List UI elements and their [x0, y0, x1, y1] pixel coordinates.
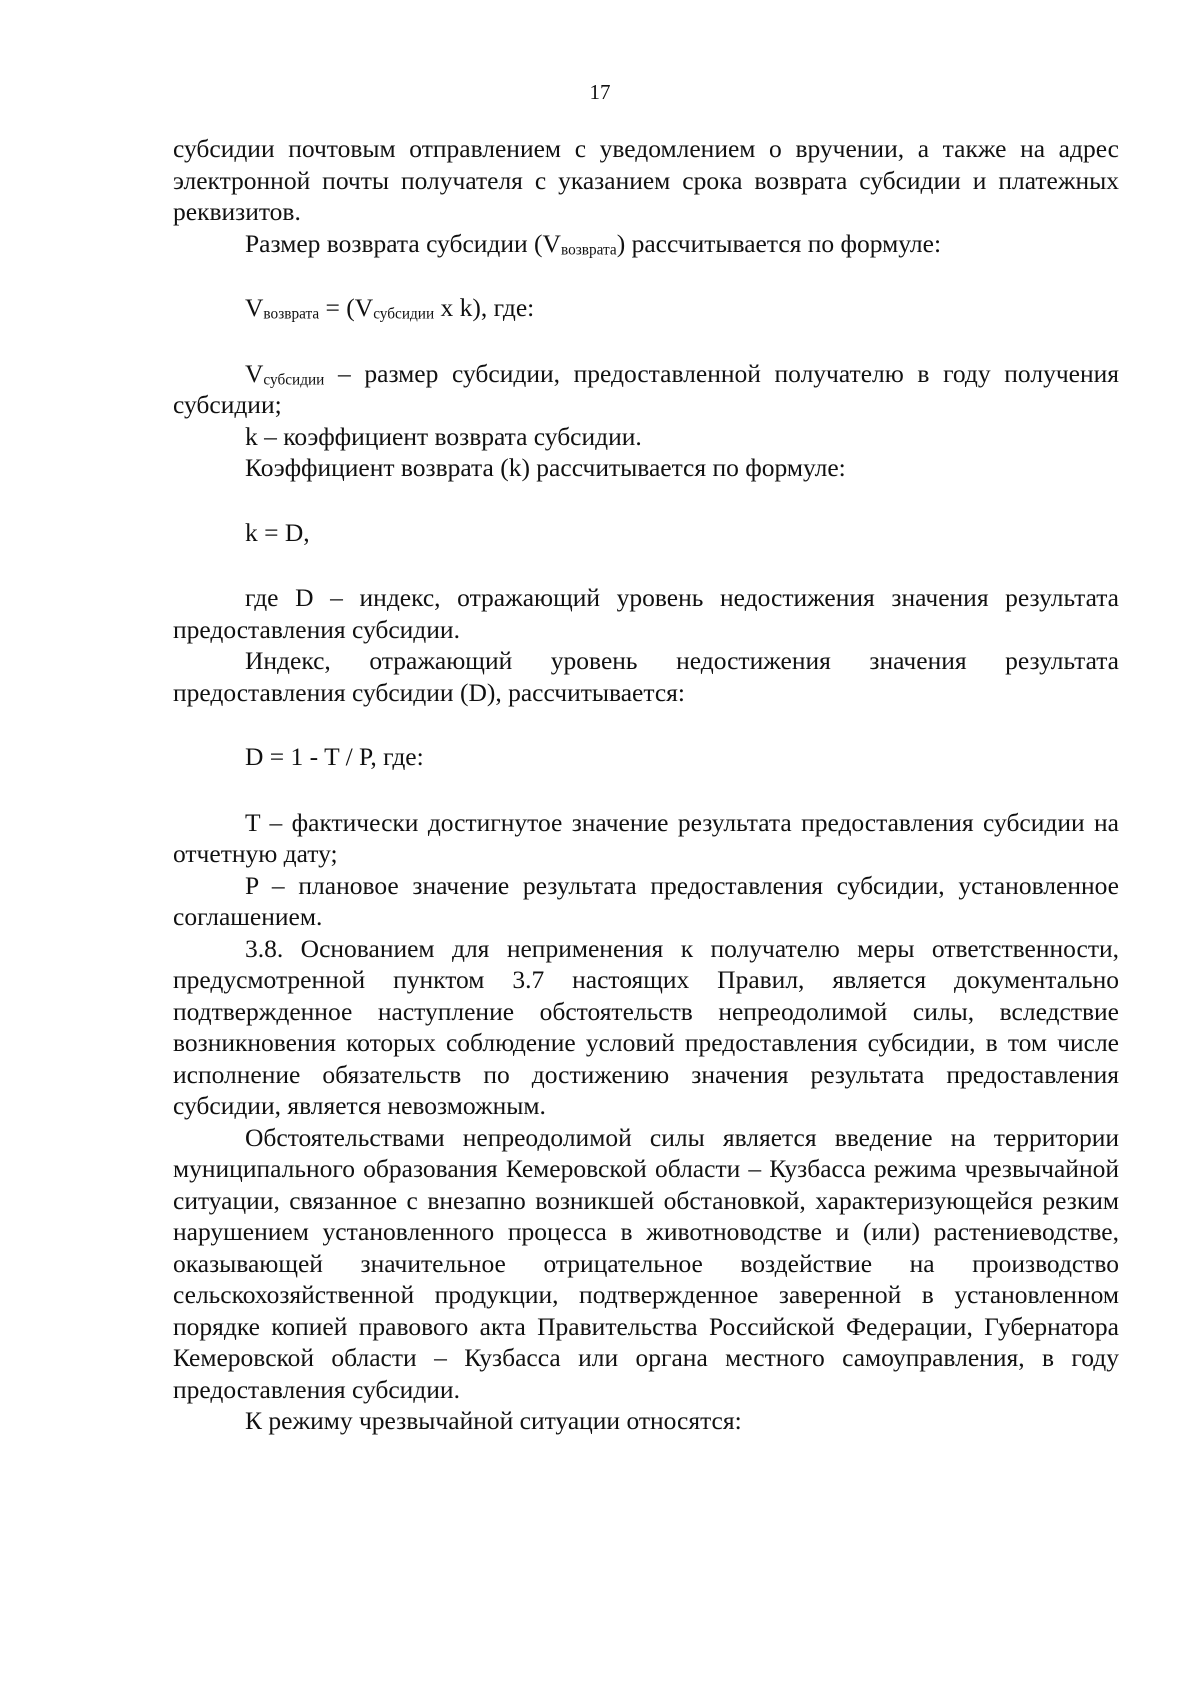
document-body — [173, 133, 1119, 1437]
paragraph-v-subsidii-definition — [173, 358, 1119, 421]
formula-variable: V — [245, 358, 264, 388]
formula-d: D = 1 - T / P, где: — [245, 742, 424, 771]
subscript-subsidii: субсидии — [263, 370, 325, 388]
subscript-vozvrata: возврата — [263, 305, 320, 323]
text-segment: – размер субсидии, предоставленной получателю в году получения субсидии; — [173, 358, 1119, 419]
subscript-subsidii: субсидии — [373, 305, 435, 323]
paragraph-k-definition: k – коэффициент возврата субсидии. — [245, 421, 642, 451]
paragraph-return-amount-intro — [173, 228, 1119, 260]
formula-return-amount — [173, 292, 1119, 324]
page-number: 17 — [589, 80, 611, 104]
paragraph-k-formula-intro: Коэффициент возврата (k) рассчитывается по формуле: — [245, 453, 846, 482]
paragraph-t-definition: T – фактически достигнутое значение результата предоставления субсидии на отчетную дату; — [173, 807, 1119, 868]
paragraph-d-definition: где D – индекс, отражающий уровень недостижения значения результата предоставления субсидии. — [173, 583, 1119, 644]
paragraph-emergency-regime: К режиму чрезвычайной ситуации относятся: — [245, 1406, 742, 1435]
subscript-vozvrata: возврата — [560, 240, 617, 258]
formula-operator: = (V — [319, 293, 374, 322]
paragraph-force-majeure: Обстоятельствами непреодолимой силы является введение на территории муниципального образования Кемеровской области – Кузбасса режима чрезвычайной ситуации, связанное с внезапно возникшей обстановкой, характеризующейся резким нарушением установленного процесса в животноводстве и (или) растениеводстве, оказывающей значительное отрицательное воздействие на производство сельскохозяйственной продукции, подтвержденное заверенной в установленном порядке копией правового акта Правительства Российской Федерации, Губернатора Кемеровской области – Кузбасса или органа местного самоуправления, в году предоставления субсидии. — [173, 1122, 1119, 1404]
text-segment: ) рассчитывается по формуле: — [616, 228, 942, 258]
formula-variable: V — [245, 293, 264, 322]
paragraph-return-notice: субсидии почтовым отправлением с уведомлением о вручении, а также на адрес электронной почты получателя с указанием срока возврата субсидии и платежных реквизитов. — [173, 134, 1119, 226]
paragraph-p-definition: P – плановое значение результата предоставления субсидии, установленное соглашением. — [173, 870, 1119, 931]
paragraph-3-8: 3.8. Основанием для неприменения к получателю меры ответственности, предусмотренной пунктом 3.7 настоящих Правил, является документально подтвержденное наступление обстоятельств непреодолимой силы, вследствие возникновения которых соблюдение условий предоставления субсидии, в том числе исполнение обязательств по достижению значения результата предоставления субсидии, является невозможным. — [173, 933, 1119, 1120]
formula-k: k = D, — [245, 517, 310, 547]
formula-tail: x k), где: — [434, 293, 535, 322]
text-segment: Размер возврата субсидии (V — [245, 228, 561, 258]
paragraph-d-formula-intro: Индекс, отражающий уровень недостижения значения результата предоставления субсидии (D), рассчитывается: — [173, 646, 1119, 707]
